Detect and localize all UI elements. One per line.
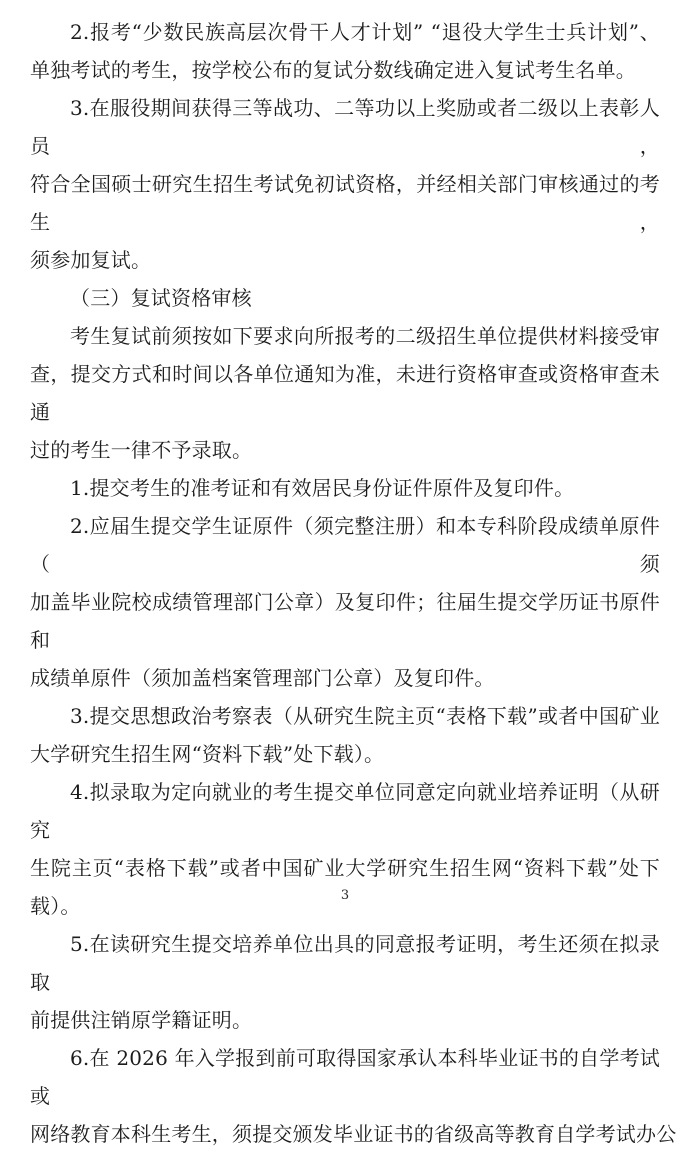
paragraph <box>30 279 660 317</box>
text-line: 1.提交考生的准考证和有效居民身份证件原件及复印件。 <box>70 476 575 500</box>
text-line: 载）。 <box>30 894 81 918</box>
text-line: 2.报考“少数民族高层次骨干人才计划” “退役大学生士兵计划”、 <box>70 20 660 44</box>
text-line: 前提供注销原学籍证明。 <box>30 1008 253 1032</box>
paragraph <box>30 89 660 279</box>
text-line: 2.应届生提交学生证原件（须完整注册）和本专科阶段成绩单原件（须 <box>30 514 660 576</box>
text-line: 成绩单原件（须加盖档案管理部门公章）及复印件。 <box>30 666 495 690</box>
text-line: 4.拟录取为定向就业的考生提交单位同意定向就业培养证明（从研究 <box>30 780 660 842</box>
text-line: 大学研究生招生网“资料下载”处下载）。 <box>30 742 385 766</box>
text-line: 单独考试的考生，按学校公布的复试分数线确定进入复试考生名单。 <box>30 58 636 82</box>
paragraph <box>30 1039 677 1153</box>
paragraph <box>30 697 660 773</box>
text-line: 生院主页“表格下载”或者中国矿业大学研究生招生网“资料下载”处下 <box>30 856 660 880</box>
page-number: 3 <box>340 888 350 903</box>
text-line: 6.在 2026 年入学报到前可取得国家承认本科毕业证书的自学考试或 <box>30 1046 660 1108</box>
text-line: 3.提交思想政治考察表（从研究生院主页“表格下载”或者中国矿业 <box>70 704 660 728</box>
text-line: 查，提交方式和时间以各单位通知为准，未进行资格审查或资格审查未通 <box>30 362 660 424</box>
text-line: 3.在服役期间获得三等战功、二等功以上奖励或者二级以上表彰人员， <box>30 96 660 158</box>
text-line: 考生复试前须按如下要求向所报考的二级招生单位提供材料接受审 <box>70 324 660 348</box>
paragraph <box>30 925 660 1039</box>
text-line: 符合全国硕士研究生招生考试免初试资格，并经相关部门审核通过的考生， <box>30 172 660 234</box>
text-line: 5.在读研究生提交培养单位出具的同意报考证明，考生还须在拟录取 <box>30 932 660 994</box>
paragraph <box>30 13 660 89</box>
text-line: 须参加复试。 <box>30 248 152 272</box>
document-body <box>30 13 677 1153</box>
page-footer <box>0 884 690 903</box>
paragraph <box>30 317 660 469</box>
text-line: 加盖毕业院校成绩管理部门公章）及复印件；往届生提交学历证书原件和 <box>30 590 660 652</box>
paragraph <box>30 507 660 697</box>
text-line: 网络教育本科生考生，须提交颁发毕业证书的省级高等教育自学考试办公 <box>30 1122 677 1146</box>
paragraph <box>30 469 660 507</box>
text-line: 过的考生一律不予录取。 <box>30 438 253 462</box>
text-line: （三）复试资格审核 <box>70 286 252 310</box>
